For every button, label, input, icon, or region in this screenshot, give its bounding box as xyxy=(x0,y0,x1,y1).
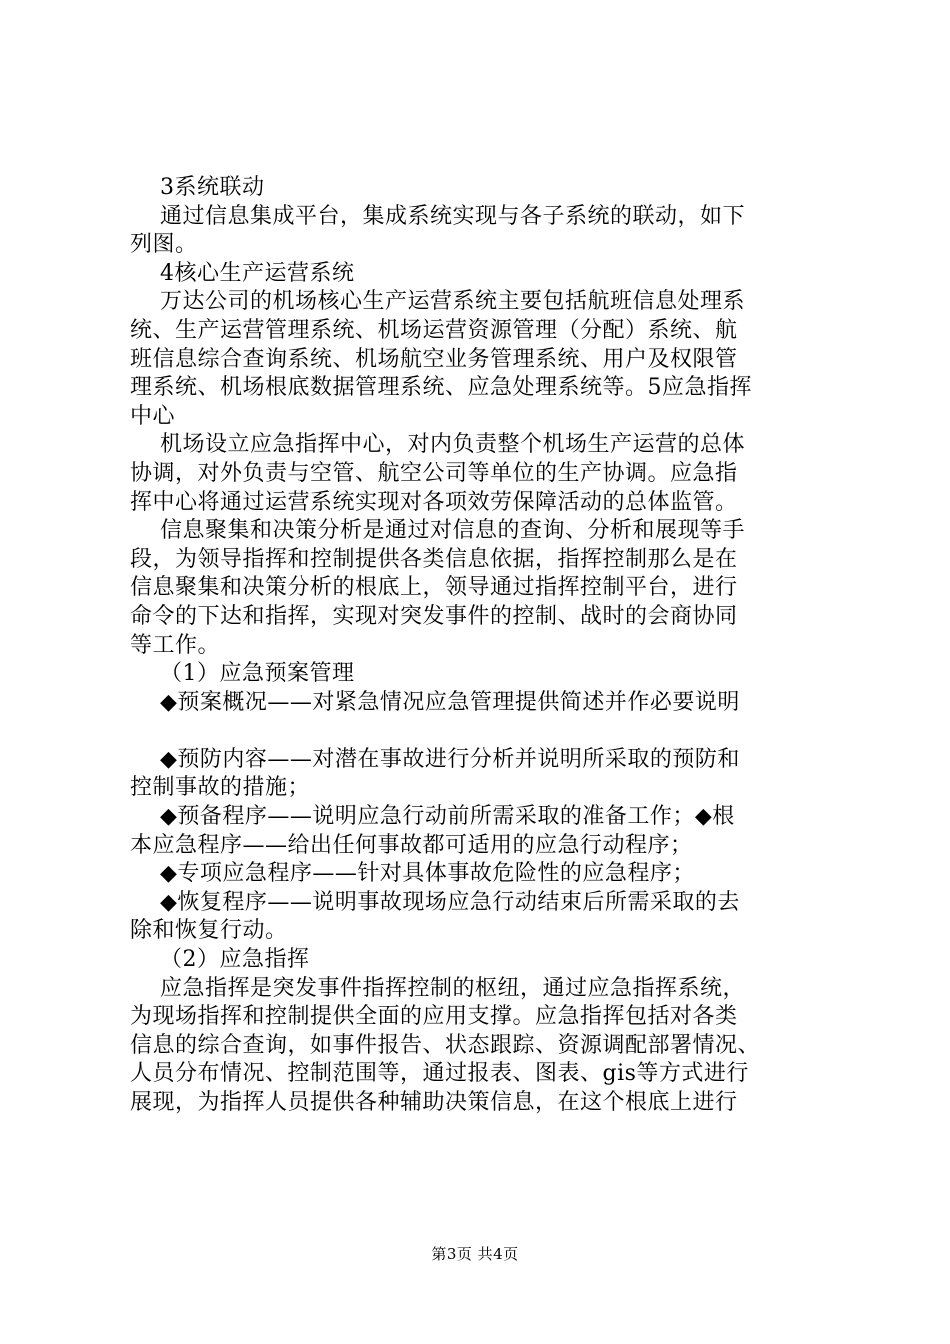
text-line-9: 中心 xyxy=(130,403,176,429)
text-line-26: ◆恢复程序——说明事故现场应急行动结束后所需采取的去 xyxy=(130,889,740,915)
document-body xyxy=(130,174,830,1118)
text-line-27: 除和恢复行动。 xyxy=(130,918,288,944)
text-line-24: 本应急程序——给出任何事故都可适用的应急行动程序； xyxy=(130,832,693,858)
text-line-17: 等工作。 xyxy=(130,632,221,658)
text-line-14: 段，为领导指挥和控制提供各类信息依据，指挥控制那么是在 xyxy=(130,546,738,572)
text-line-6: 统、生产运营管理系统、机场运营资源管理（分配）系统、航 xyxy=(130,317,738,343)
text-line-18: （1）应急预案管理 xyxy=(130,661,355,687)
text-line-33: 展现，为指挥人员提供各种辅助决策信息，在这个根底上进行 xyxy=(130,1090,738,1115)
text-line-31: 信息的综合查询，如事件报告、状态跟踪、资源调配部署情况、 xyxy=(130,1032,761,1058)
text-line-21: ◆预防内容——对潜在事故进行分析并说明所采取的预防和 xyxy=(130,746,740,772)
text-line-25: ◆专项应急程序——针对具体事故危险性的应急程序； xyxy=(130,861,695,887)
text-line-5: 万达公司的机场核心生产运营系统主要包括航班信息处理系 xyxy=(130,289,745,315)
text-line-15: 信息聚集和决策分析的根底上，领导通过指挥控制平台，进行 xyxy=(130,575,738,601)
text-line-13: 信息聚集和决策分析是通过对信息的查询、分析和展现等手 xyxy=(130,518,745,544)
text-line-19: ◆预案概况——对紧急情况应急管理提供简述并作必要说明 xyxy=(130,689,740,715)
blank-line xyxy=(130,717,830,746)
text-line-30: 为现场指挥和控制提供全面的应用支撑。应急指挥包括对各类 xyxy=(130,1004,738,1030)
text-line-10: 机场设立应急指挥中心，对内负责整个机场生产运营的总体 xyxy=(130,432,745,458)
text-line-8: 理系统、机场根底数据管理系统、应急处理系统等。5应急指挥 xyxy=(130,375,752,401)
text-line-23: ◆预备程序——说明应急行动前所需采取的准备工作；◆根 xyxy=(130,804,735,830)
text-line-32: 人员分布情况、控制范围等，通过报表、图表、gis等方式进行 xyxy=(130,1061,749,1087)
page-number-footer: 第3页 共4页 xyxy=(431,1245,519,1263)
text-line-22: 控制事故的措施； xyxy=(130,775,311,801)
text-line-1: 3系统联动 xyxy=(130,175,265,200)
text-line-16: 命令的下达和指挥，实现对突发事件的控制、战时的会商协同 xyxy=(130,603,738,629)
text-line-28: （2）应急指挥 xyxy=(130,947,310,973)
text-line-2: 通过信息集成平台，集成系统实现与各子系统的联动，如下 xyxy=(130,203,745,229)
text-line-3: 列图。 xyxy=(130,232,198,258)
text-line-11: 协调，对外负责与空管、航空公司等单位的生产协调。应急指 xyxy=(130,460,738,486)
text-line-29: 应急指挥是突发事件指挥控制的枢纽，通过应急指挥系统， xyxy=(130,975,745,1001)
text-line-12: 挥中心将通过运营系统实现对各项效劳保障活动的总体监管。 xyxy=(130,489,738,515)
text-line-4: 4核心生产运营系统 xyxy=(130,260,355,286)
text-line-7: 班信息综合查询系统、机场航空业务管理系统、用户及权限管 xyxy=(130,346,738,372)
